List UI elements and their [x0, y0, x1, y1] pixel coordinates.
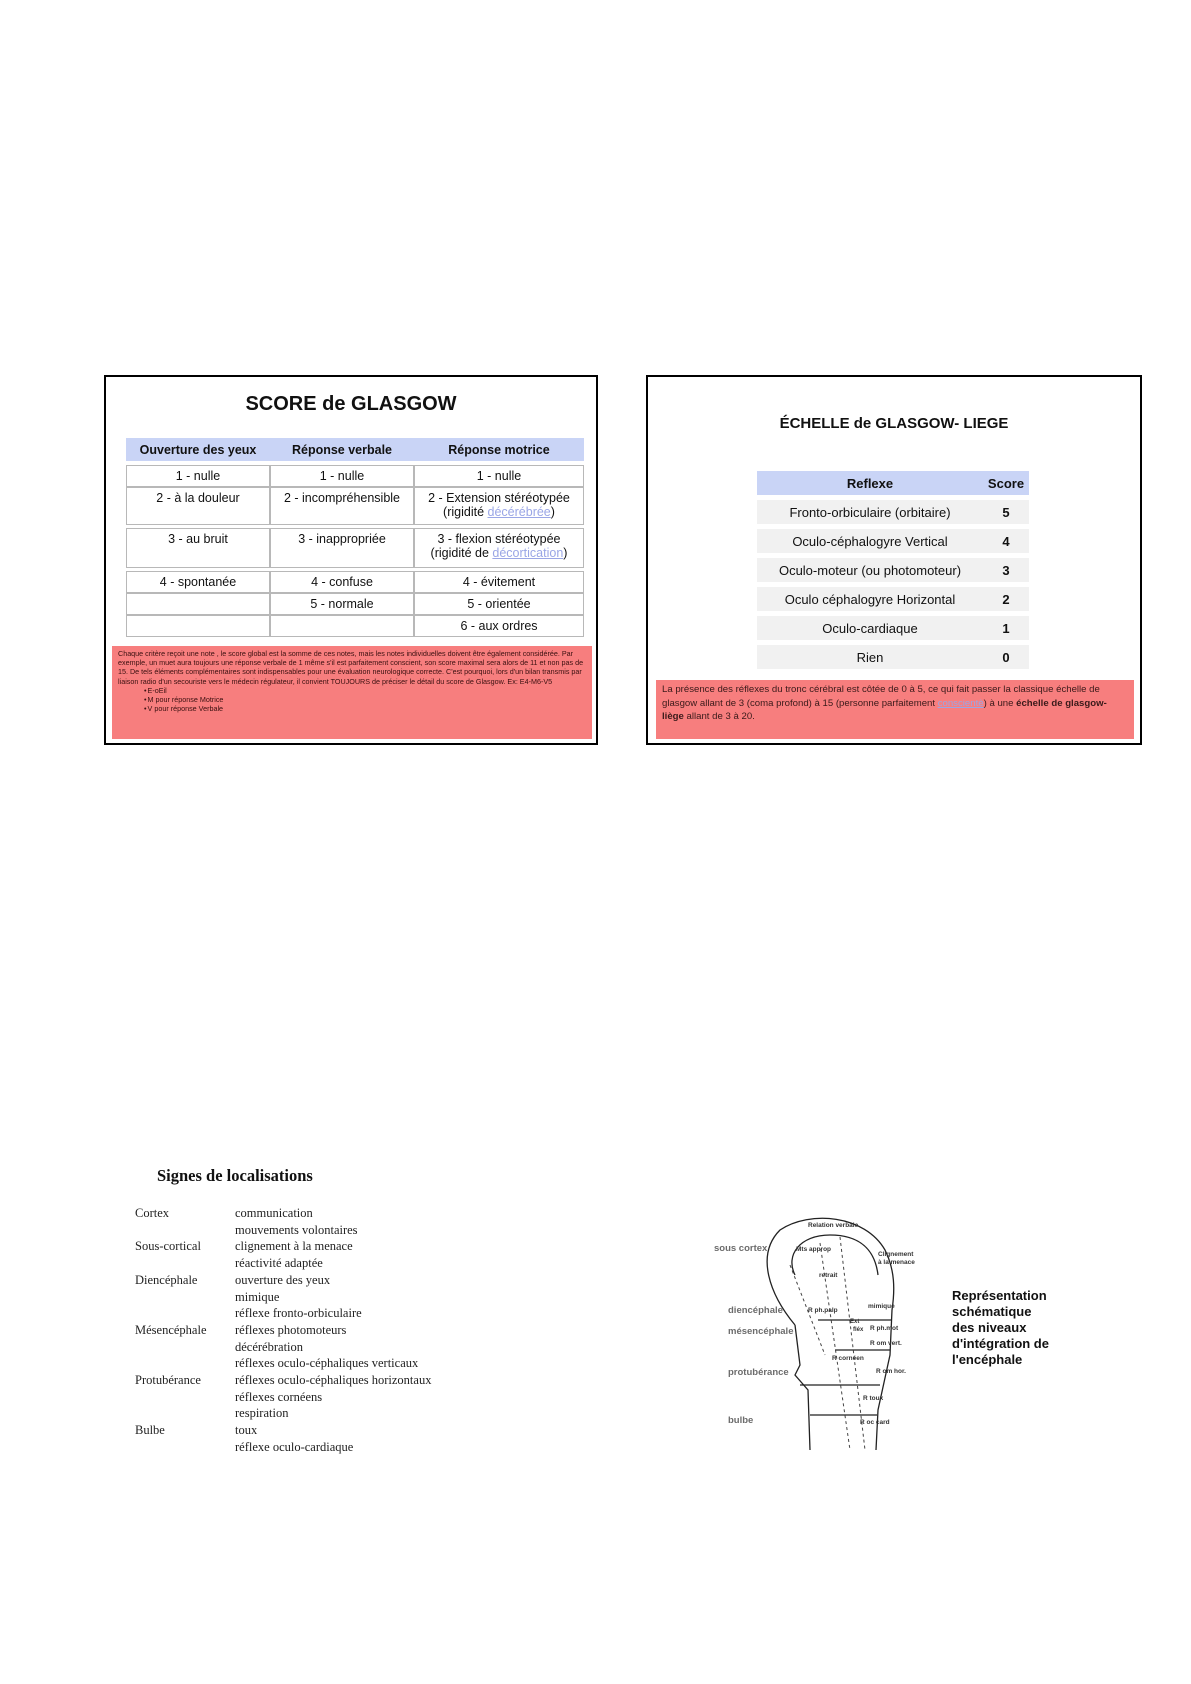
localisation-sign: réflexe oculo-cardiaque — [235, 1439, 354, 1454]
localisation-sign: mimique — [235, 1289, 280, 1304]
localisation-sign: clignement à la menace — [235, 1239, 353, 1254]
table-cell: Fronto-orbiculaire (orbitaire) — [757, 500, 983, 524]
caption-line: Représentation — [952, 1288, 1047, 1303]
list-item: • V pour réponse Verbale — [144, 704, 586, 713]
slide-title: SCORE de GLASGOW — [245, 393, 457, 415]
table-cell: 4 - évitement — [414, 571, 584, 593]
localisation-sign: réflexes cornéens — [235, 1389, 323, 1404]
level-label: mésencéphale — [728, 1326, 794, 1337]
table-header-row — [757, 471, 1029, 495]
table-cell: 1 — [983, 616, 1029, 640]
table-cell — [270, 615, 414, 637]
header-score: Score — [983, 471, 1029, 495]
localisation-sign: respiration — [235, 1406, 289, 1421]
caption-line: des niveaux — [952, 1320, 1027, 1335]
list-item: • M pour réponse Motrice — [144, 695, 586, 704]
localisation-region: Protubérance — [135, 1373, 201, 1387]
caption-line: d'intégration de — [952, 1336, 1049, 1351]
level-label: diencéphale — [728, 1305, 783, 1316]
localisation-sign: réflexe fronto-orbiculaire — [235, 1306, 362, 1321]
table-cell — [126, 593, 270, 615]
table-cell: Rien — [757, 645, 983, 669]
brain-diagram — [700, 1215, 960, 1450]
table-cell: 3 - au bruit — [126, 528, 270, 568]
table-cell: 1 - nulle — [270, 465, 414, 487]
localisation-sign: réflexes photomoteurs — [235, 1322, 347, 1337]
table-cell: 2 - incompréhensible — [270, 487, 414, 525]
localisation-sign: mouvements volontaires — [235, 1222, 358, 1237]
table-row — [757, 587, 1029, 611]
note-list — [118, 686, 586, 714]
table-row — [757, 616, 1029, 640]
link-decerebree[interactable]: décérébrée — [487, 505, 551, 519]
table-cell: 6 - aux ordres — [414, 615, 584, 637]
table-row — [126, 615, 584, 637]
table-cell: 1 - nulle — [414, 465, 584, 487]
note-text: ) à une — [983, 697, 1017, 709]
inner-label: R ph.mot — [870, 1325, 899, 1332]
inner-label: R toux — [863, 1395, 884, 1402]
header-verbal: Réponse verbale — [270, 438, 414, 461]
localisation-sign: réflexes oculo-céphaliques verticaux — [235, 1356, 419, 1371]
inner-label: retrait — [819, 1272, 838, 1279]
localisation-sign: décérébration — [235, 1339, 304, 1354]
table-cell: 5 - orientée — [414, 593, 584, 615]
glasgow-table — [126, 438, 584, 637]
table-row — [126, 465, 584, 487]
inner-label: R om vert. — [870, 1340, 902, 1347]
level-label: protubérance — [728, 1367, 789, 1378]
table-cell: 1 - nulle — [126, 465, 270, 487]
localisation-sign: ouverture des yeux — [235, 1272, 331, 1287]
level-label: sous cortex — [714, 1243, 768, 1254]
diagram-caption — [952, 1288, 1049, 1368]
liege-note — [656, 680, 1134, 739]
table-cell: 0 — [983, 645, 1029, 669]
slide-glasgow-score — [104, 375, 598, 745]
link-consciente[interactable]: conscientè — [937, 697, 984, 709]
table-cell: 5 — [983, 500, 1029, 524]
localisation-region: Sous-cortical — [135, 1239, 201, 1254]
header-motor: Réponse motrice — [414, 438, 584, 461]
note-text: La présence des réflexes du tronc cérébral est côtée de 0 à 5, ce qui fait passer la classique échelle de glasgow allant de 3 (coma profond) à 15 (personne parfaitement — [662, 684, 1100, 709]
slide-glasgow-liege — [646, 375, 1142, 745]
header-reflexe: Reflexe — [757, 471, 983, 495]
table-cell: Oculo céphalogyre Horizontal — [757, 587, 983, 611]
inner-label: Mts approp — [796, 1246, 832, 1253]
inner-label: R ph.palp — [808, 1307, 838, 1314]
inner-label: R cornéen — [832, 1355, 864, 1362]
cell-text: (rigidité — [443, 505, 488, 519]
cell-text: (rigidité de — [430, 546, 493, 560]
inner-label: Ext — [850, 1319, 860, 1325]
localisation-region: Mésencéphale — [135, 1322, 207, 1337]
cell-text: 2 - Extension stéréotypée — [428, 491, 570, 505]
inner-label: R oc card — [860, 1419, 890, 1426]
link-decortication[interactable]: décortication — [492, 546, 564, 560]
table-row — [757, 645, 1029, 669]
glasgow-note — [112, 646, 592, 739]
localisation-region: Cortex — [135, 1206, 170, 1220]
table-header-row — [126, 438, 584, 461]
inner-label: R om hor. — [876, 1368, 906, 1375]
list-item: • E-oEil — [144, 686, 586, 695]
table-cell: 4 - spontanée — [126, 571, 270, 593]
level-label: bulbe — [728, 1415, 754, 1426]
table-row — [126, 528, 584, 568]
inner-label: Clignement — [878, 1251, 914, 1258]
table-row — [126, 571, 584, 593]
table-cell: Oculo-cardiaque — [757, 616, 983, 640]
table-cell: 4 — [983, 529, 1029, 553]
table-cell: 4 - confuse — [270, 571, 414, 593]
localisation-sign: toux — [235, 1423, 258, 1438]
localisation-sign: réflexes oculo-céphaliques horizontaux — [235, 1373, 432, 1387]
cell-text: 3 - flexion stéréotypée — [437, 532, 561, 546]
localisation-region: Diencéphale — [135, 1272, 198, 1287]
note-text: Chaque critère reçoit une note , le score global est la somme de ces notes, mais les notes individuelles doivent être également considérée. Par exemple, un muet aura toujours une réponse verbale de 1 même s'il est parfaitement conscient, son score maximal sera alors de 11 et non pas de 15. De tels éléments complémentaires sont indispensables pour une évaluation neurologique correcte. C'est pourquoi, lors d'un bilan transmis par liaison radio d'un secouriste vers le médecin régulateur, il convient TOUJOURS de préciser le détail du score de Glasgow. Ex: E4-M6-V5 — [118, 649, 584, 686]
table-cell — [414, 528, 584, 568]
localisation-sign: réactivité adaptée — [235, 1256, 323, 1271]
table-row — [757, 500, 1029, 524]
localisation-sign: communication — [235, 1206, 313, 1220]
table-cell: 3 - inappropriée — [270, 528, 414, 568]
table-cell: Oculo-céphalogyre Vertical — [757, 529, 983, 553]
inner-label: mimique — [868, 1303, 895, 1310]
table-cell — [126, 615, 270, 637]
table-cell: 2 — [983, 587, 1029, 611]
table-cell — [414, 487, 584, 525]
table-row — [126, 593, 584, 615]
cell-text: ) — [563, 546, 568, 560]
table-row — [757, 558, 1029, 582]
header-eyes: Ouverture des yeux — [126, 438, 270, 461]
caption-line: l'encéphale — [952, 1352, 1023, 1367]
caption-line: schématique — [952, 1304, 1032, 1319]
note-text: allant de 3 à 20. — [683, 711, 755, 722]
inner-label: fléx — [853, 1327, 864, 1333]
table-row — [126, 487, 584, 525]
localisation-title: Signes de localisations — [157, 1166, 313, 1185]
localisation-region: Bulbe — [135, 1423, 165, 1438]
table-cell: 3 — [983, 558, 1029, 582]
table-cell: 5 - normale — [270, 593, 414, 615]
inner-label: à la menace — [878, 1259, 915, 1266]
cell-text: ) — [550, 505, 555, 519]
slide-title: ÉCHELLE de GLASGOW- LIEGE — [779, 415, 1009, 432]
table-cell: Oculo-moteur (ou photomoteur) — [757, 558, 983, 582]
table-row — [757, 529, 1029, 553]
note-bold: échelle de glasgow-liège — [662, 697, 1107, 722]
liege-table — [757, 466, 1029, 674]
inner-label: Relation verbale — [808, 1222, 859, 1229]
table-cell: 2 - à la douleur — [126, 487, 270, 525]
